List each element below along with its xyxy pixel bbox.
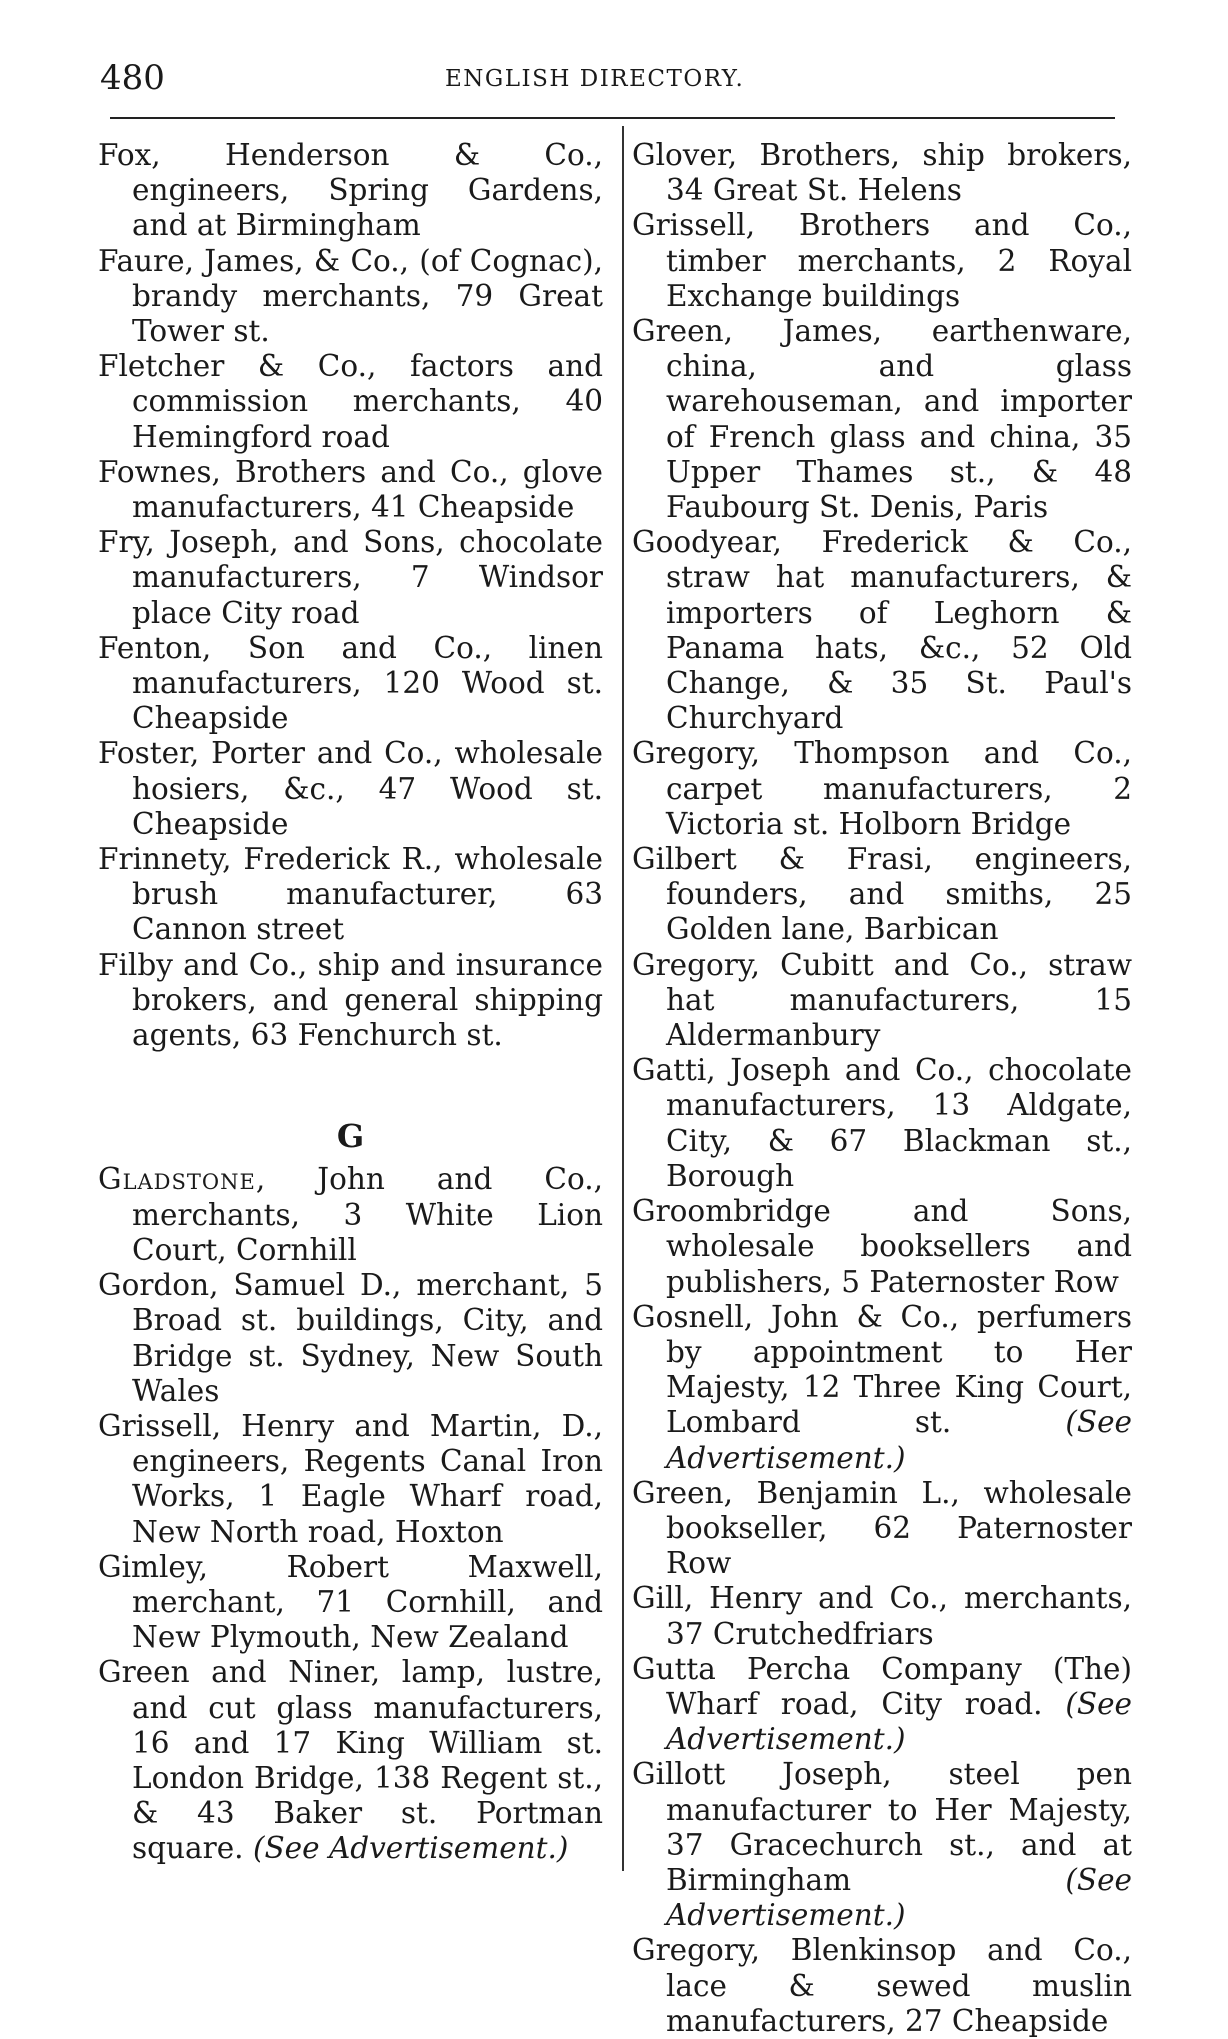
entry-text: Green and Niner, lamp, lustre, and cut glass manufacturers, 16 and 17 King William st. London Bridge, 138 Regent st., & 43 Baker st. Portman square. <box>98 1655 603 1866</box>
directory-entry: Frinnety, Frederick R., wholesale brush manufacturer, 63 Cannon street <box>98 842 603 947</box>
directory-entry: Grissell, Brothers and Co., timber merchants, 2 Royal Exchange buildings <box>632 208 1132 313</box>
directory-entry: Gimley, Robert Maxwell, merchant, 71 Cornhill, and New Plymouth, New Zealand <box>98 1549 603 1655</box>
directory-entry: Green, Benjamin L., wholesale bookseller, 62 Paternoster Row <box>632 1475 1132 1581</box>
left-entries-before <box>98 138 603 1053</box>
directory-entry: Fox, Henderson & Co., engineers, Spring Gardens, and at Birmingham <box>98 138 603 243</box>
entry-text: Gutta Percha Company (The) Wharf road, City road. <box>632 1651 1132 1721</box>
directory-entry: Gregory, Cubitt and Co., straw hat manufacturers, 15 Aldermanbury <box>632 947 1132 1053</box>
directory-entry: Gatti, Joseph and Co., chocolate manufacturers, 13 Aldgate, City, & 67 Blackman st., Borough <box>632 1053 1132 1193</box>
header-rule <box>110 117 1115 119</box>
entry-text: Gillott Joseph, steel pen manufacturer to Her Majesty, 37 Gracechurch st., and at Birmingham <box>632 1757 1132 1897</box>
directory-entry: Gilbert & Frasi, engineers, founders, and smiths, 25 Golden lane, Barbican <box>632 842 1132 947</box>
left-column <box>98 138 603 1867</box>
advertisement-note: (See Advertisement.) <box>666 1405 1132 1475</box>
directory-entry: Gregory, Thompson and Co., carpet manufacturers, 2 Victoria st. Holborn Bridge <box>632 736 1132 841</box>
advertisement-note: (See Advertisement.) <box>666 1862 1132 1933</box>
entry-text: , John and Co., merchants, 3 White Lion Court, Cornhill <box>132 1162 603 1267</box>
entry-text: Gosnell, John & Co., perfumers by appointment to Her Majesty, 12 Three King Court, Lombard st. <box>632 1299 1132 1440</box>
running-title: ENGLISH DIRECTORY. <box>445 66 745 92</box>
directory-entry: Gill, Henry and Co., merchants, 37 Crutchedfriars <box>632 1581 1132 1651</box>
advertisement-note: (See Advertisement.) <box>252 1831 569 1866</box>
entry-lead-name: Gladstone <box>98 1162 256 1197</box>
directory-entry: Gregory, Blenkinsop and Co., lace & sewed muslin manufacturers, 27 Cheapside <box>632 1933 1132 2038</box>
left-entries-after <box>98 1162 603 1866</box>
directory-entry: Faure, James, & Co., (of Cognac), brandy merchants, 79 Great Tower st. <box>98 243 603 349</box>
page-number: 480 <box>100 58 165 98</box>
directory-entry: Grissell, Henry and Martin, D., engineers, Regents Canal Iron Works, 1 Eagle Wharf road, New North road, Hoxton <box>98 1408 603 1549</box>
advertisement-note: (See Advertisement.) <box>666 1686 1132 1757</box>
directory-entry: Fletcher & Co., factors and commission merchants, 40 Hemingford road <box>98 349 603 454</box>
directory-entry: Fry, Joseph, and Sons, chocolate manufacturers, 7 Windsor place City road <box>98 525 603 630</box>
section-letter-heading: G <box>336 1117 365 1156</box>
directory-entry <box>632 1300 1132 1476</box>
directory-entry: Gordon, Samuel D., merchant, 5 Broad st. buildings, City, and Bridge st. Sydney, New South Wales <box>98 1268 603 1408</box>
directory-entry: Fownes, Brothers and Co., glove manufacturers, 41 Cheapside <box>98 454 603 525</box>
right-column <box>632 138 1132 2039</box>
directory-entry <box>632 1652 1132 1758</box>
column-divider <box>622 126 624 1871</box>
directory-entry <box>98 1162 603 1268</box>
directory-entry: Green, James, earthenware, china, and glass warehouseman, and importer of French glass and china, 35 Upper Thames st., & 48 Faubourg St. Denis, Paris <box>632 314 1132 525</box>
directory-entry: Foster, Porter and Co., wholesale hosiers, &c., 47 Wood st. Cheapside <box>98 736 603 841</box>
page-header <box>100 58 1120 98</box>
directory-entry: Goodyear, Frederick & Co., straw hat manufacturers, & importers of Leghorn & Panama hats, &c., 52 Old Change, & 35 St. Paul's Churchyard <box>632 525 1132 736</box>
directory-entry: Groombridge and Sons, wholesale booksellers and publishers, 5 Paternoster Row <box>632 1194 1132 1299</box>
directory-entry: Fenton, Son and Co., linen manufacturers, 120 Wood st. Cheapside <box>98 630 603 736</box>
directory-entry: Glover, Brothers, ship brokers, 34 Great St. Helens <box>632 138 1132 208</box>
directory-entry: Filby and Co., ship and insurance brokers, and general shipping agents, 63 Fenchurch st. <box>98 947 603 1053</box>
directory-entry <box>98 1655 603 1866</box>
directory-entry <box>632 1757 1132 1933</box>
